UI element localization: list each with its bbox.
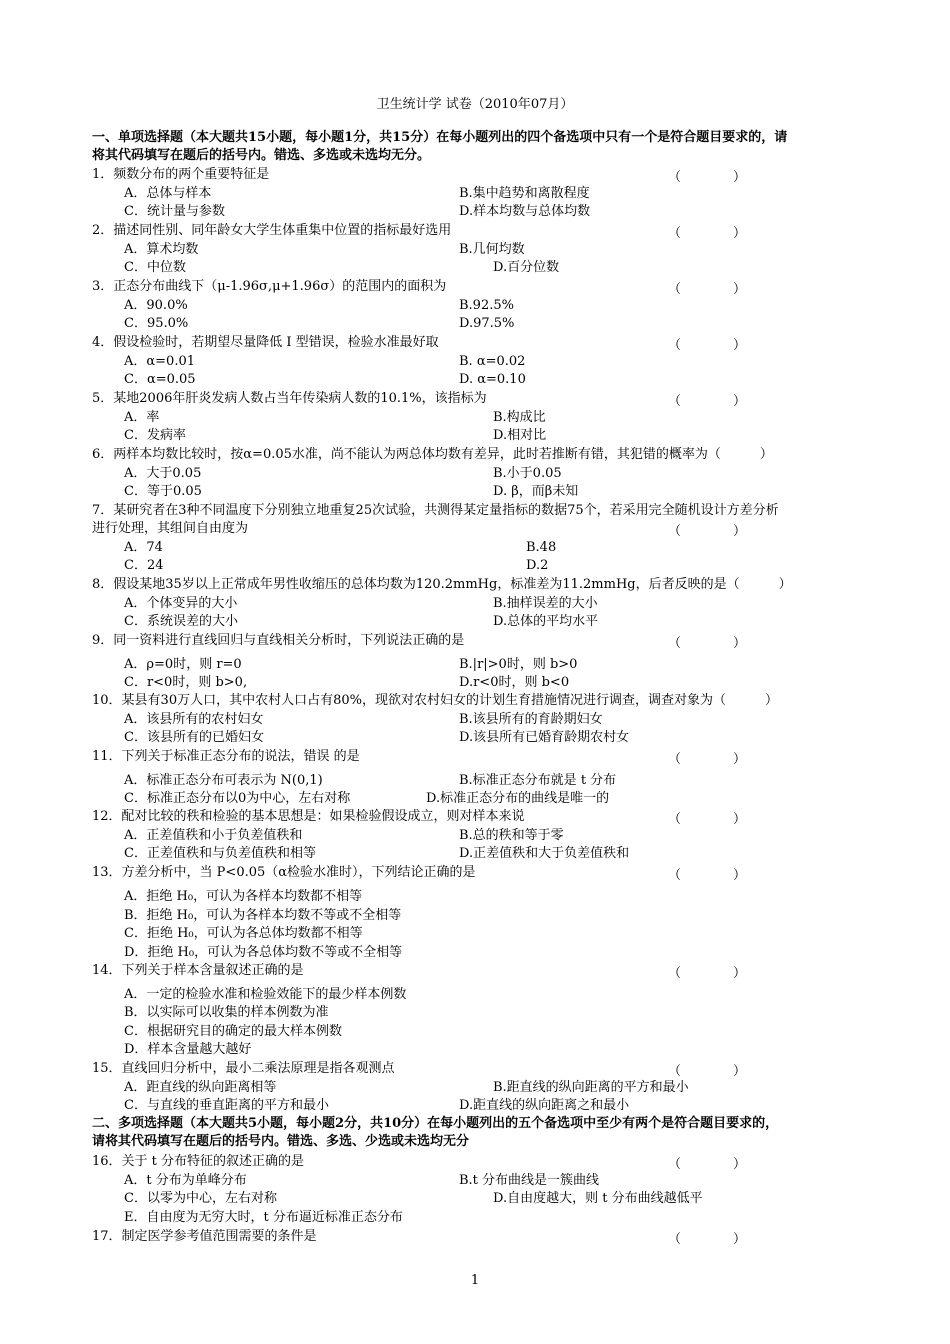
page-number: 1 [470, 1273, 480, 1288]
question-5: 5．某地2006年肝炎发病人数占当年传染病人数的10.1%，该指标为 [92, 391, 487, 406]
q5-option-a: A．率 [124, 410, 160, 425]
q7-option-d: D.2 [526, 558, 549, 573]
q8-option-c: C．系统误差的大小 [124, 614, 238, 629]
question-15: 15．直线回归分析中，最小二乘法原理是指各观测点 [92, 1061, 395, 1076]
q15-option-a: A．距直线的纵向距离相等 [124, 1080, 277, 1095]
q14-option-b: B．以实际可以收集的样本例数为准 [124, 1005, 329, 1020]
q12-option-a: A．正差值秩和小于负差值秩和 [124, 828, 303, 843]
question-8: 8．假设某地35岁以上正常成年男性收缩压的总体均数为120.2mmHg，标准差为11.2mmHg，后者反映的是（ ） [92, 577, 792, 592]
q2-option-b: B.几何均数 [459, 242, 525, 257]
q10-option-a: A．该县所有的农村妇女 [124, 712, 264, 727]
q14-option-a: A．一定的检验水准和检验效能下的最少样本例数 [124, 987, 407, 1002]
q7-option-c: C．24 [124, 558, 164, 573]
q13-option-c: C．拒绝 H₀，可认为各总体均数都不相等 [124, 926, 363, 941]
q6-option-c: C．等于0.05 [124, 484, 202, 499]
q11-option-d: D.标准正态分布的曲线是唯一的 [426, 791, 610, 806]
q5-option-c: C．发病率 [124, 428, 186, 443]
q11-option-b: B.标准正态分布就是 t 分布 [459, 773, 617, 788]
q13-option-a: A．拒绝 H₀，可认为各样本均数都不相等 [124, 889, 363, 904]
q2-option-d: D.百分位数 [493, 260, 560, 275]
answer-paren-2: （ ） [668, 226, 747, 241]
q1-option-a: A．总体与样本 [124, 186, 212, 201]
q7-option-a: A．74 [124, 540, 163, 555]
q8-option-d: D.总体的平均水平 [493, 614, 599, 629]
answer-paren-4: （ ） [668, 338, 747, 353]
q3-option-a: A．90.0% [124, 298, 188, 313]
q14-option-c: C．根据研究目的确定的最大样本例数 [124, 1024, 342, 1039]
q15-option-d: D.距直线的纵向距离之和最小 [459, 1098, 630, 1113]
q16-option-d: D.自由度越大，则 t 分布曲线越低平 [493, 1191, 703, 1206]
q10-option-b: B.该县所有的育龄期妇女 [459, 712, 603, 727]
answer-paren-1: （ ） [668, 170, 747, 185]
question-11: 11．下列关于标准正态分布的说法，错误 的是 [92, 749, 360, 764]
q6-option-b: B.小于0.05 [493, 466, 562, 481]
answer-paren-11: （ ） [668, 752, 747, 767]
q11-option-a: A．标准正态分布可表示为 N(0,1) [124, 773, 323, 788]
answer-paren-17: （ ） [668, 1232, 747, 1247]
q10-option-d: D.该县所有已婚育龄期农村女 [459, 730, 630, 745]
q1-option-d: D.样本均数与总体均数 [459, 204, 591, 219]
q12-option-b: B.总的秩和等于零 [459, 828, 564, 843]
answer-paren-14: （ ） [668, 966, 747, 981]
question-6: 6．两样本均数比较时，按α=0.05水准，尚不能认为两总体均数有差异，此时若推断有错，其犯错的概率为（ ） [92, 447, 773, 462]
q3-option-c: C．95.0% [124, 316, 189, 331]
q1-option-b: B.集中趋势和离散程度 [459, 186, 590, 201]
question-3: 3．正态分布曲线下（μ-1.96σ,μ+1.96σ）的范围内的面积为 [92, 279, 447, 294]
q12-option-d: D.正差值秩和大于负差值秩和 [459, 846, 630, 861]
question-4: 4．假设检验时，若期望尽量降低 I 型错误，检验水准最好取 [92, 335, 439, 350]
question-10: 10．某县有30万人口，其中农村人口占有80%，现欲对农村妇女的计划生育措施情况进行调查，调查对象为（ ） [92, 693, 778, 708]
q14-option-d: D．样本含量越大越好 [124, 1042, 252, 1057]
q16-option-a: A．t 分布为单峰分布 [124, 1173, 247, 1188]
section1-line1: 一、单项选择题（本大题共15小题，每小题1分，共15分）在每小题列出的四个备选项中只有一个是符合题目要求的，请 [92, 130, 788, 145]
question-16: 16．关于 t 分布特征的叙述正确的是 [92, 1154, 305, 1169]
answer-paren-7: （ ） [668, 524, 747, 539]
section2-line1: 二、多项选择题（本大题共5小题，每小题2分，共10分）在每小题列出的五个备选项中至少有两个是符合题目要求的， [92, 1116, 779, 1131]
q6-option-d: D. β，而β未知 [493, 484, 579, 499]
question-2: 2．描述同性别、同年龄女大学生体重集中位置的指标最好选用 [92, 223, 452, 238]
q1-option-c: C．统计量与参数 [124, 204, 225, 219]
question-12: 12．配对比较的秩和检验的基本思想是：如果检验假设成立，则对样本来说 [92, 809, 525, 824]
q5-option-b: B.构成比 [493, 410, 546, 425]
answer-paren-5: （ ） [668, 394, 747, 409]
q5-option-d: D.相对比 [493, 428, 547, 443]
q9-option-a: A．ρ=0时，则 r=0 [124, 657, 242, 672]
q10-option-c: C．该县所有的已婚妇女 [124, 730, 264, 745]
question-17: 17．制定医学参考值范围需要的条件是 [92, 1229, 317, 1244]
answer-paren-15: （ ） [668, 1064, 747, 1079]
section2-heading [92, 1115, 872, 1151]
section1-heading [92, 129, 872, 165]
question-13: 13．方差分析中，当 P<0.05（α检验水准时），下列结论正确的是 [92, 865, 476, 880]
q12-option-c: C．正差值秩和与负差值秩和相等 [124, 846, 316, 861]
section2-line2: 请将其代码填写在题后的括号内。错选、多选、少选或未选均无分 [92, 1134, 470, 1149]
q15-option-b: B.距直线的纵向距离的平方和最小 [493, 1080, 689, 1095]
q7-option-b: B.48 [526, 540, 557, 555]
question-7-line1: 7．某研究者在3种不同温度下分别独立地重复25次试验，共测得某定量指标的数据75个，若采用完全随机设计方差分析 [92, 503, 779, 518]
answer-paren-3: （ ） [668, 282, 747, 297]
q11-option-c: C．标准正态分布以0为中心，左右对称 [124, 791, 351, 806]
q8-option-b: B.抽样误差的大小 [493, 596, 598, 611]
q6-option-a: A．大于0.05 [124, 466, 202, 481]
q16-option-c: C．以零为中心，左右对称 [124, 1191, 277, 1206]
q2-option-a: A．算术均数 [124, 242, 199, 257]
question-7-line2: 进行处理，其组间自由度为 [92, 521, 249, 536]
q13-option-d: D．拒绝 H₀，可认为各总体均数不等或不全相等 [124, 945, 403, 960]
q3-option-b: B.92.5% [459, 298, 514, 313]
q8-option-a: A．个体变异的大小 [124, 596, 238, 611]
answer-paren-9: （ ） [668, 636, 747, 651]
q2-option-c: C．中位数 [124, 260, 186, 275]
q3-option-d: D.97.5% [459, 316, 515, 331]
question-14: 14．下列关于样本含量叙述正确的是 [92, 963, 304, 978]
q15-option-c: C．与直线的垂直距离的平方和最小 [124, 1098, 329, 1113]
exam-title: 卫生统计学 试卷（2010年07月） [376, 97, 574, 112]
q4-option-d: D. α=0.10 [459, 372, 526, 387]
q9-option-d: D.r<0时，则 b<0 [459, 675, 570, 690]
q13-option-b: B．拒绝 H₀，可认为各样本均数不等或不全相等 [124, 908, 402, 923]
answer-paren-16: （ ） [668, 1157, 747, 1172]
q4-option-a: A．α=0.01 [124, 354, 196, 369]
question-9: 9．同一资料进行直线回归与直线相关分析时，下列说法正确的是 [92, 633, 465, 648]
q4-option-c: C．α=0.05 [124, 372, 196, 387]
answer-paren-12: （ ） [668, 812, 747, 827]
q16-option-b: B.t 分布曲线是一簇曲线 [459, 1173, 600, 1188]
section1-line2: 将其代码填写在题后的括号内。错选、多选或未选均无分。 [92, 148, 431, 163]
q9-option-c: C．r<0时，则 b>0, [124, 675, 248, 690]
q16-option-e: E．自由度为无穷大时，t 分布逼近标准正态分布 [124, 1210, 403, 1225]
q9-option-b: B.|r|>0时，则 b>0 [459, 657, 578, 672]
question-1: 1．频数分布的两个重要特征是 [92, 167, 270, 182]
answer-paren-13: （ ） [668, 868, 747, 883]
q4-option-b: B. α=0.02 [459, 354, 526, 369]
